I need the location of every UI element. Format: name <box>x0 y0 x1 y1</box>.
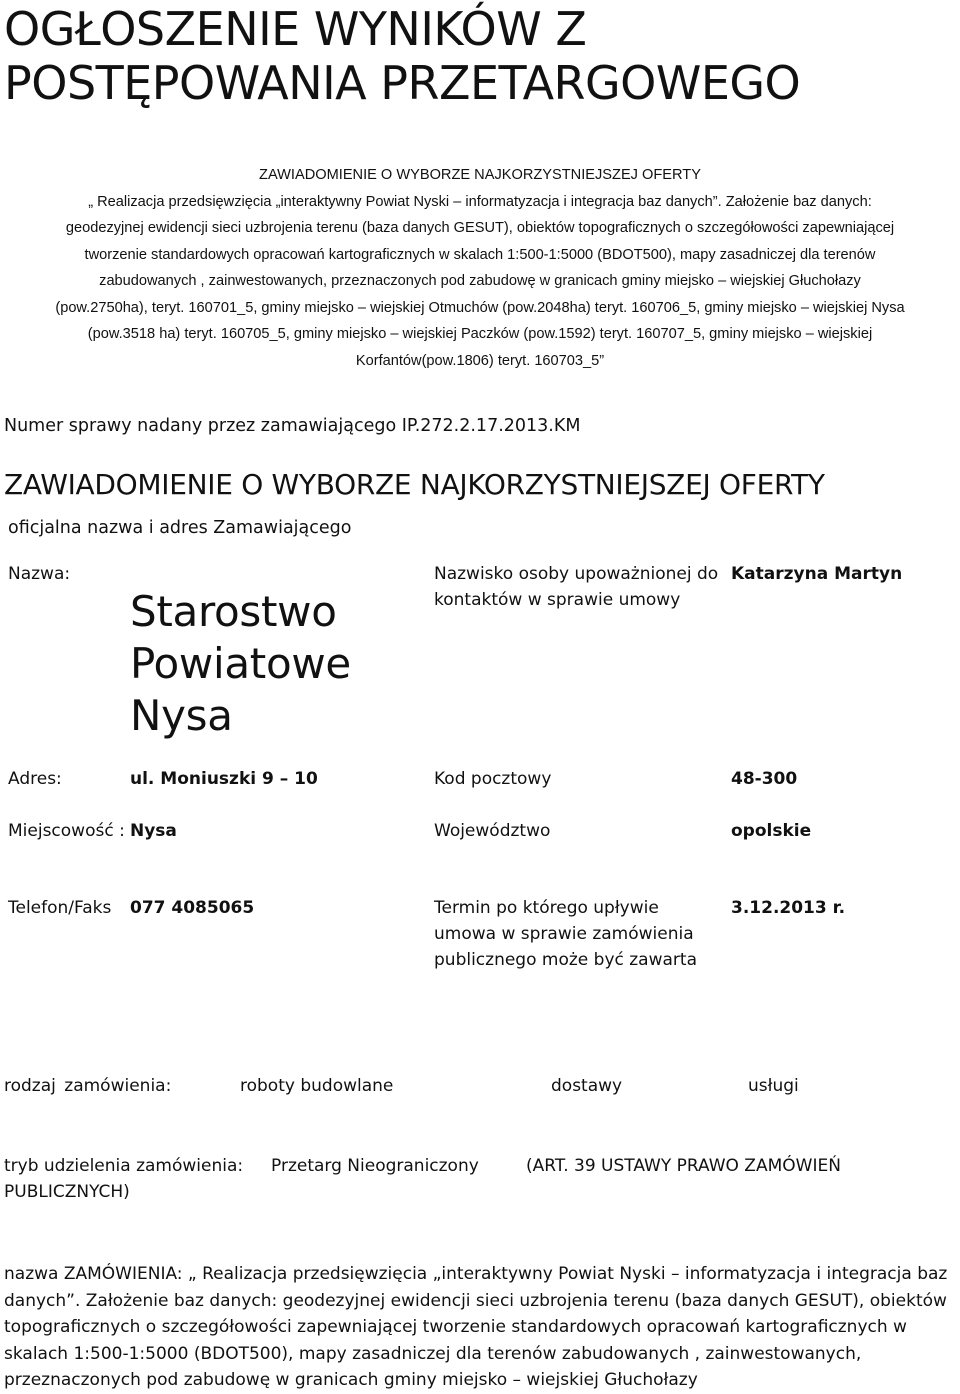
order-type-supplies: dostawy <box>551 1076 623 1096</box>
city-value: Nysa <box>130 821 177 841</box>
voivodeship-value: opolskie <box>731 821 812 841</box>
address-label: Adres: <box>8 769 62 789</box>
name-value: Starostwo Powiatowe Nysa <box>130 587 351 740</box>
deadline-value: 3.12.2013 r. <box>731 898 846 918</box>
section-heading: ZAWIADOMIENIE O WYBORZE NAJKORZYSTNIEJSZEJ OFERTY <box>4 468 825 501</box>
procedure-label: tryb udzielenia zamówienia: <box>4 1156 244 1176</box>
voivodeship-label: Województwo <box>434 821 551 841</box>
order-type-label: rodzaj zamówienia: <box>4 1076 172 1096</box>
contact-value: Katarzyna Martyn <box>731 564 903 584</box>
procedure-basis: (ART. 39 USTAWY PRAWO ZAMÓWIEŃ PUBLICZNYCH) <box>4 1156 841 1202</box>
order-type-works: roboty budowlane <box>240 1076 394 1096</box>
case-number: Numer sprawy nadany przez zamawiającego IP.272.2.17.2013.KM <box>4 416 581 436</box>
city-label: Miejscowość : <box>8 821 125 841</box>
intro-block <box>0 162 960 374</box>
postal-label: Kod pocztowy <box>434 769 552 789</box>
order-name: nazwa ZAMÓWIENIA: „ Realizacja przedsięwzięcia „interaktywny Powiat Nyski – informatyzacja i integracja baz danych”. Założenie baz danych: geodezyjnej ewidencji sieci uzbrojenia terenu (baza danych GESUT), obiektów topograficznych o szczegółowości zapewniającej tworzenie standardowych opracowań kartograficznych w skalach 1:500-1:5000 (BDOT500), mapy zasadniczej dla terenów zabudowanych , zainwestowanych, przeznaczonych pod zabudowę w granicach gminy miejsko – wiejskiej Głuchołazy <box>4 1264 948 1390</box>
page-title: OGŁOSZENIE WYNIKÓW Z POSTĘPOWANIA PRZETARGOWEGO <box>4 2 801 110</box>
intro-heading: ZAWIADOMIENIE O WYBORZE NAJKORZYSTNIEJSZEJ OFERTY <box>259 167 701 183</box>
section-subheading: oficjalna nazwa i adres Zamawiającego <box>8 518 352 538</box>
name-label: Nazwa: <box>8 564 71 584</box>
deadline-label: Termin po którego upływie umowa w sprawie zamówienia publicznego może być zawarta <box>434 898 697 970</box>
phone-value: 077 4085065 <box>130 898 255 918</box>
contact-label: Nazwisko osoby upoważnionej do kontaktów w sprawie umowy <box>434 564 719 610</box>
address-value: ul. Moniuszki 9 – 10 <box>130 769 318 789</box>
procedure-value: Przetarg Nieograniczony <box>271 1156 479 1176</box>
postal-value: 48-300 <box>731 769 798 789</box>
phone-label: Telefon/Faks <box>8 898 112 918</box>
intro-body: „ Realizacja przedsięwzięcia „interaktywny Powiat Nyski – informatyzacja i integracja baz danych”. Założenie baz danych: geodezyjnej ewidencji sieci uzbrojenia terenu (baza danych GESUT), obiektów topograficznych o szczegółowości zapewniającej tworzenie standardowych opracowań kartograficznych w skalach 1:500-1:5000 (BDOT500), mapy zasadniczej dla terenów zabudowanych , zainwestowanych, przeznaczonych pod zabudowę w granicach gminy miejsko – wiejskiej Głuchołazy (pow.2750ha), teryt. 160701_5, gminy miejsko – wiejskiej Otmuchów (pow.2048ha) teryt. 160706_5, gminy miejsko – wiejskiej Nysa (pow.3518 ha) teryt. 160705_5, gminy miejsko – wiejskiej Paczków (pow.1592) teryt. 160707_5, gminy miejsko – wiejskiej Korfantów(pow.1806) teryt. 160703_5” <box>55 193 905 369</box>
order-type-services: usługi <box>748 1076 799 1096</box>
